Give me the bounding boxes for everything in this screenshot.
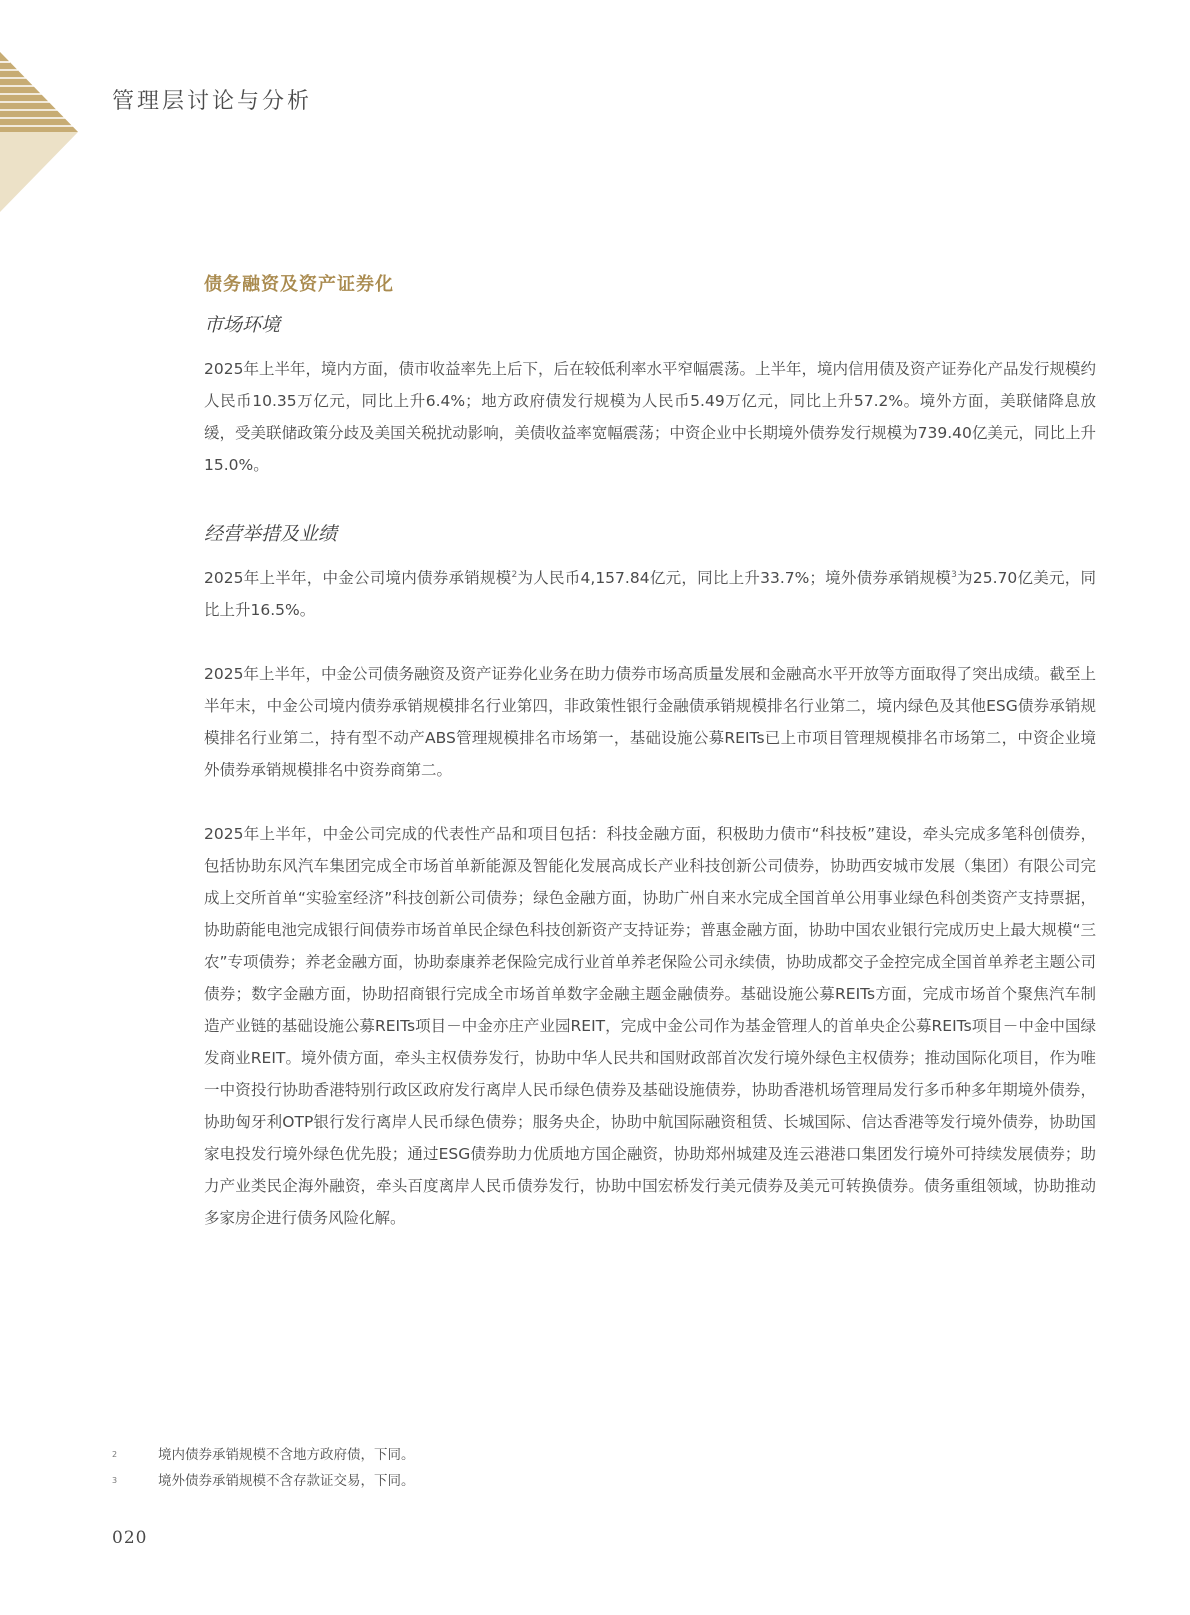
footnote-mark: 3 — [112, 1476, 118, 1485]
section-title: 债务融资及资产证券化 — [204, 274, 394, 295]
operations-p1-part-b: 为人民币4,157.84亿元，同比上升33.7%；境外债券承销规模 — [517, 569, 952, 587]
footnote-item — [112, 1468, 1072, 1494]
operations-paragraph-3: 2025年上半年，中金公司完成的代表性产品和项目包括：科技金融方面，积极助力债市“科技板”建设，牵头完成多笔科创债券，包括协助东风汽车集团完成全市场首单新能源及智能化发展高成长产业科技创新公司债券，协助西安城市发展（集团）有限公司完成上交所首单“实验室经济”科技创新公司债券；绿色金融方面，协助广州自来水完成全国首单公用事业绿色科创类资产支持票据，协助蔚能电池完成银行间债券市场首单民企绿色科技创新资产支持证券；普惠金融方面，协助中国农业银行完成历史上最大规模“三农”专项债券；养老金融方面，协助泰康养老保险完成行业首单养老保险公司永续债，协助成都交子金控完成全国首单养老主题公司债券；数字金融方面，协助招商银行完成全市场首单数字金融主题金融债券。基础设施公募REITs方面，完成市场首个聚焦汽车制造产业链的基础设施公募REITs项目－中金亦庄产业园REIT，完成中金公司作为基金管理人的首单央企公募REITs项目－中金中国绿发商业REIT。境外债方面，牵头主权债券发行，协助中华人民共和国财政部首次发行境外绿色主权债券；推动国际化项目，作为唯一中资投行协助香港特别行政区政府发行离岸人民币绿色债券及基础设施债券，协助香港机场管理局发行多币种多年期境外债券，协助匈牙利OTP银行发行离岸人民币绿色债券；服务央企，协助中航国际融资租赁、长城国际、信达香港等发行境外债券，协助国家电投发行境外绿色优先股；通过ESG债券助力优质地方国企融资，协助郑州城建及连云港港口集团发行境外可持续发展债券；助力产业类民企海外融资，牵头百度离岸人民币债券发行，协助中国宏桥发行美元债券及美元可转换债券。债务重组领域，协助推动多家房企进行债务风险化解。 — [204, 825, 1096, 1227]
footnote-text: 境外债券承销规模不含存款证交易，下同。 — [158, 1473, 415, 1489]
market-environment-paragraph: 2025年上半年，境内方面，债市收益率先上后下，后在较低利率水平窄幅震荡。上半年，境内信用债及资产证券化产品发行规模约人民币10.35万亿元，同比上升6.4%；地方政府债发行规模为人民币5.49万亿元，同比上升57.2%。境外方面，美联储降息放缓，受美联储政策分歧及美国关税扰动影响，美债收益率宽幅震荡；中资企业中长期境外债券发行规模为739.40亿美元，同比上升15.0%。 — [204, 360, 1096, 474]
operations-heading: 经营举措及业绩 — [204, 523, 338, 545]
footnotes — [112, 1442, 1072, 1494]
operations-p1-part-a: 2025年上半年，中金公司境内债券承销规模 — [204, 569, 512, 587]
page-number: 020 — [112, 1528, 148, 1548]
market-environment-heading: 市场环境 — [204, 314, 281, 336]
footnote-ref-3: 3 — [951, 569, 957, 580]
footnote-ref-2: 2 — [511, 569, 518, 580]
operations-paragraph-2: 2025年上半年，中金公司债务融资及资产证券化业务在助力债券市场高质量发展和金融高水平开放等方面取得了突出成绩。截至上半年末，中金公司境内债券承销规模排名行业第四，非政策性银行金融债承销规模排名行业第二，境内绿色及其他ESG债券承销规模排名行业第二，持有型不动产ABS管理规模排名市场第一，基础设施公募REITs已上市项目管理规模排名市场第二，中资企业境外债券承销规模排名中资券商第二。 — [204, 665, 1096, 779]
footnote-text: 境内债券承销规模不含地方政府债，下同。 — [158, 1447, 415, 1463]
main-content — [204, 270, 1096, 1234]
footnote-mark: 2 — [112, 1450, 118, 1459]
corner-ornament — [0, 52, 78, 212]
footnote-item — [112, 1442, 1072, 1468]
operations-paragraph-1 — [204, 562, 1096, 626]
running-header-title: 管理层讨论与分析 — [112, 89, 313, 114]
operations-p1-part-c: 为25.70亿美元，同比上升16.5%。 — [204, 569, 1097, 619]
